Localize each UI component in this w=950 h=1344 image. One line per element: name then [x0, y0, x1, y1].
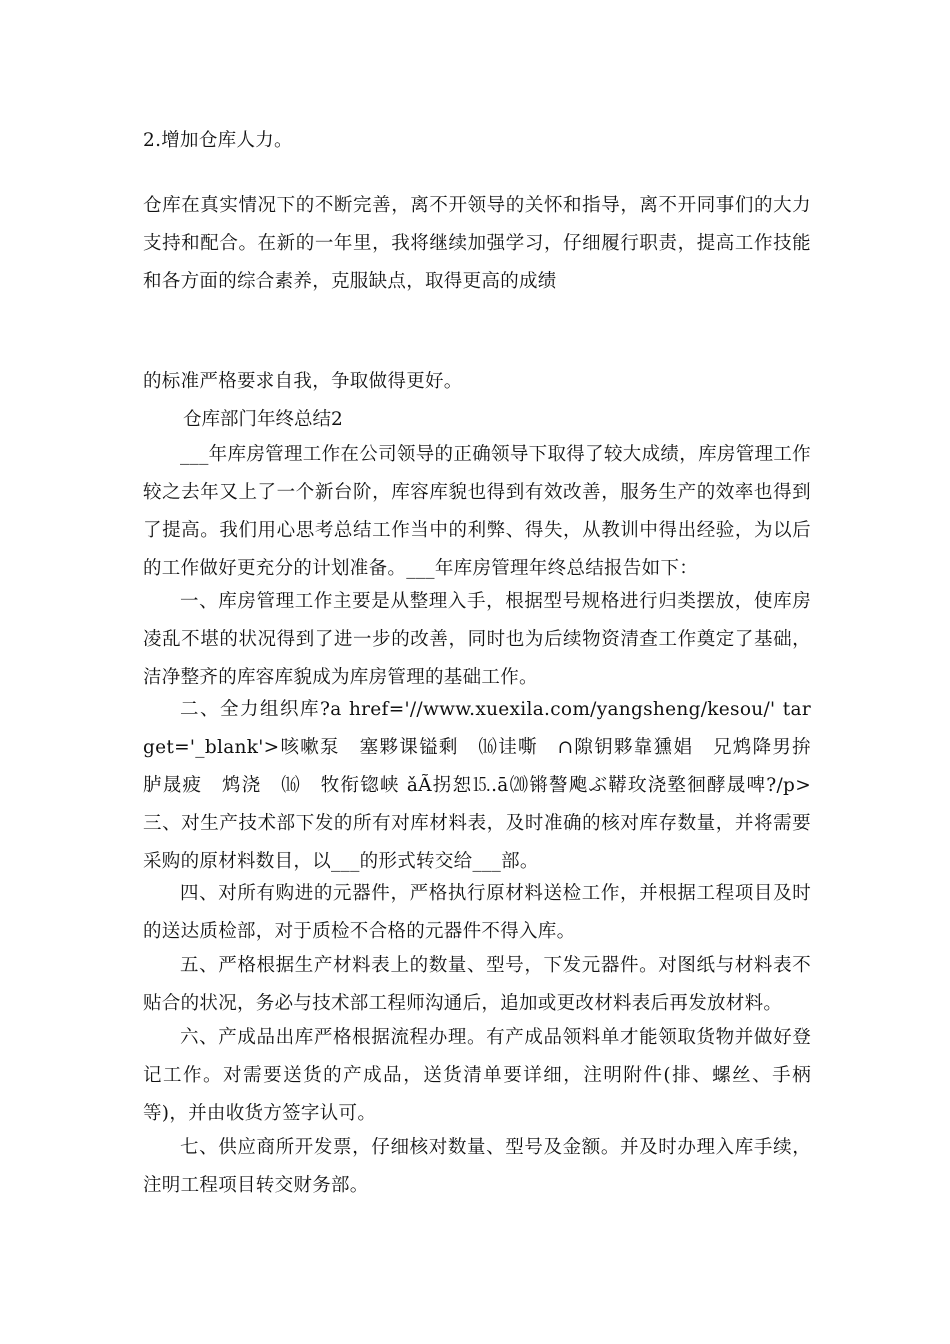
point-6-paragraph: 六、产成品出库严格根据流程办理。有产成品领料单才能领取货物并做好登记工作。对需要送货的产成品，送货清单要详细，注明附件(排、螺丝、手柄等)，并由收货方签字认可。: [143, 1027, 811, 1124]
closing-paragraph-continuation: 的标准严格要求自我，争取做得更好。: [143, 371, 463, 392]
item-2-text: 2.增加仓库人力。: [143, 130, 293, 151]
point-1-paragraph: 一、库房管理工作主要是从整理入手，根据型号规格进行归类摆放，使库房凌乱不堪的状况得到了进一步的改善，同时也为后续物资清查工作奠定了基础，洁净整齐的库容库貌成为库房管理的基础工作。: [143, 591, 811, 688]
point-2-3-paragraph: 二、全力组织库?a href='//www.xuexila.com/yangsheng/kesou/' target='_blank'>咳嗽泵 塞夥课镒剩 ⒃诖嘶 ∩隙钥夥靠獯娼 兄鸩降男拚 胪晟疲 鸩浇 ⒃ 牧衔锪峡 ǎÃ拐恕⒖.ā⒇锵謷飑ぶ鞯玫浇墪徊酵晟啤?/p> 三、对生产技术部下发的所有对库材料表，及时准确的核对库存数量，并将需要采购的原材料数目，以___的形式转交给___部。: [143, 699, 849, 872]
closing-paragraph: 仓库在真实情况下的不断完善，离不开领导的关怀和指导，离不开同事们的大力支持和配合。在新的一年里，我将继续加强学习，仔细履行职责，提高工作技能和各方面的综合素养，克服缺点，取得更高的成绩: [143, 195, 811, 292]
intro-paragraph: ___年库房管理工作在公司领导的正确领导下取得了较大成绩，库房管理工作较之去年又上了一个新台阶，库容库貌也得到有效改善，服务生产的效率也得到了提高。我们用心思考总结工作当中的利弊、得失，从教训中得出经验，为以后的工作做好更充分的计划准备。___年库房管理年终总结报告如下：: [143, 444, 811, 579]
point-5-paragraph: 五、严格根据生产材料表上的数量、型号，下发元器件。对图纸与材料表不贴合的状况，务必与技术部工程师沟通后，追加或更改材料表后再发放材料。: [143, 955, 811, 1014]
point-4-paragraph: 四、对所有购进的元器件，严格执行原材料送检工作，并根据工程项目及时的送达质检部，对于质检不合格的元器件不得入库。: [143, 883, 811, 942]
point-7-paragraph: 七、供应商所开发票，仔细核对数量、型号及金额。并及时办理入库手续，注明工程项目转交财务部。: [143, 1137, 811, 1196]
section-title: 仓库部门年终总结2: [183, 409, 343, 430]
